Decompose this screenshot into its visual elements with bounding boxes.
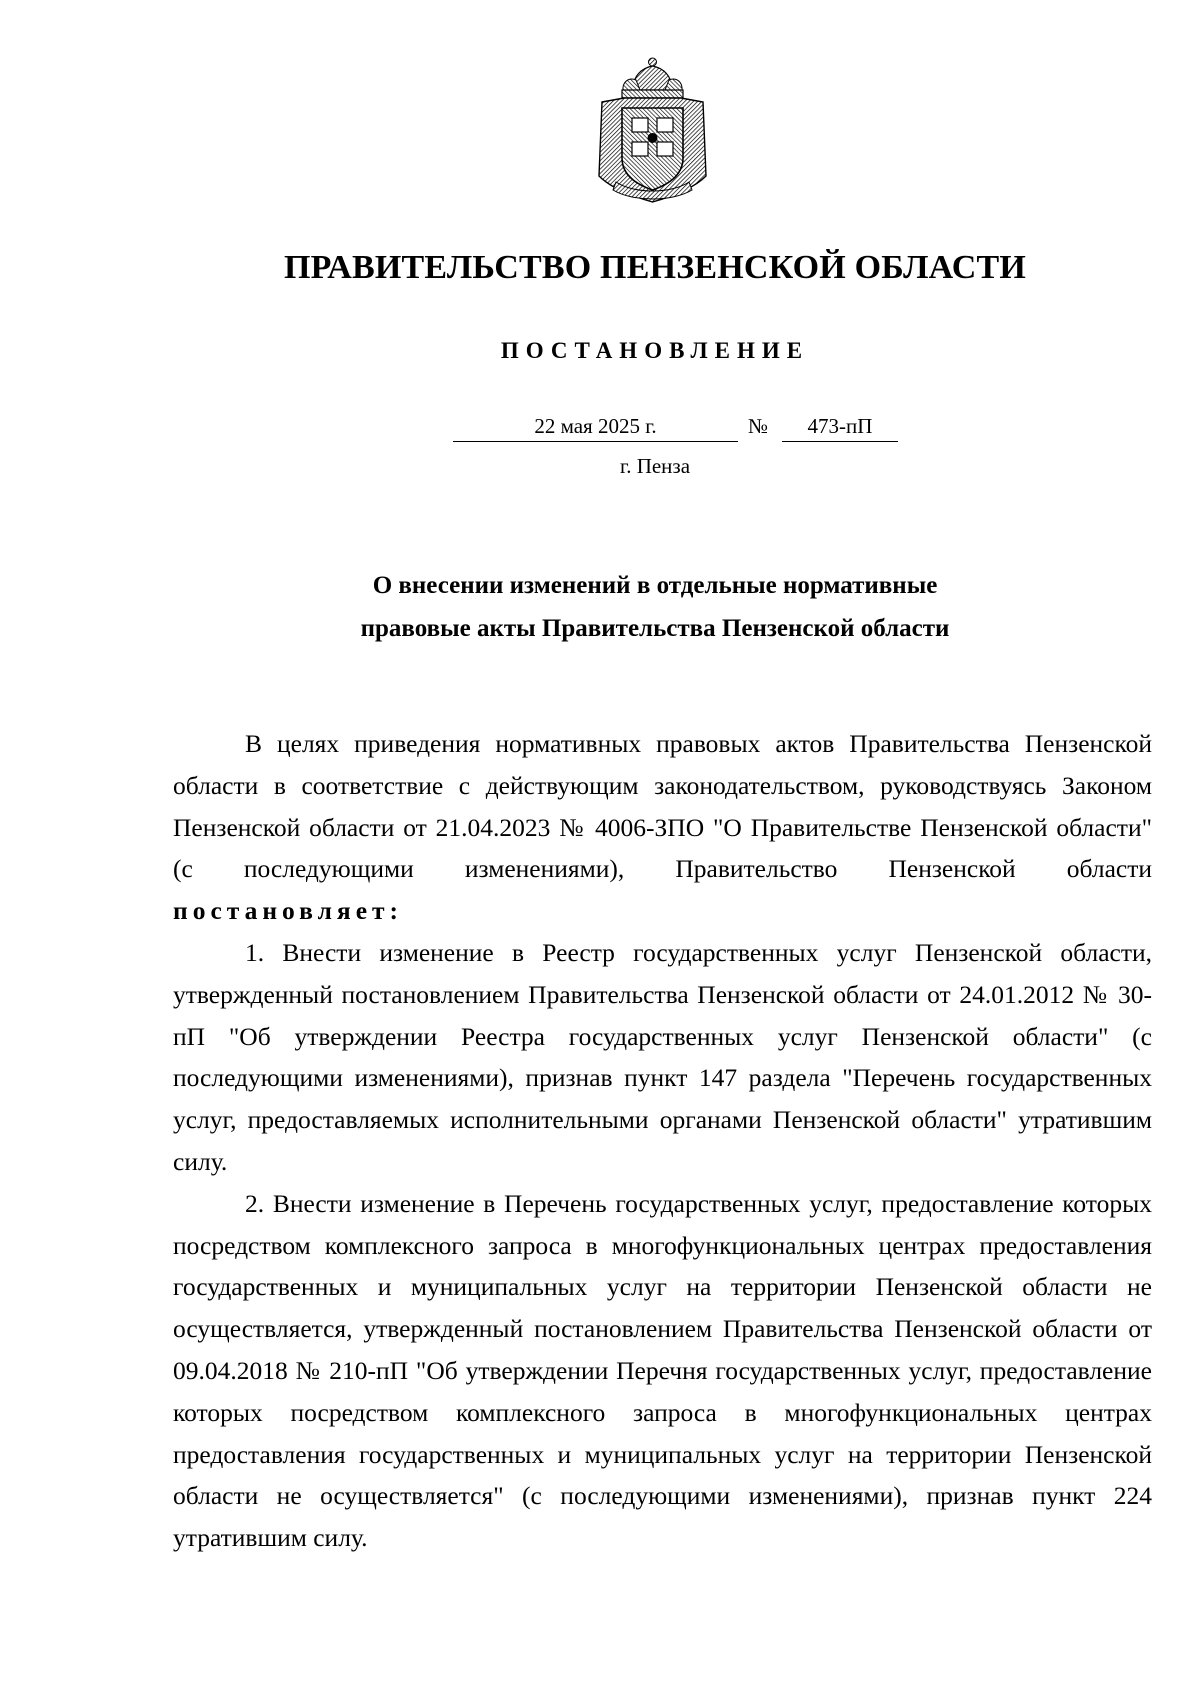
coat-of-arms-icon [594,56,711,206]
document-date: 22 мая 2025 г. [453,413,738,442]
document-number: 473-пП [782,413,898,442]
document-type: ПОСТАНОВЛЕНИЕ [500,338,810,363]
organization-title: ПРАВИТЕЛЬСТВО ПЕНЗЕНСКОЙ ОБЛАСТИ [283,249,1026,286]
document-city: г. Пенза [619,454,691,478]
document-subject [0,564,1200,650]
document-body [173,723,1152,1559]
subject-line-2: правовые акты Правительства Пензенской области [360,615,950,642]
resolves-word: постановляет: [173,896,404,926]
subject-line-1: О внесении изменений в отдельные нормативные [372,572,938,599]
item-2-paragraph: 2. Внести изменение в Перечень государственных услуг, предоставление которых посредством комплексного запроса в многофункциональных центрах предоставления государственных и муниципальных услуг на территории Пензенской области не осуществляется, утвержденный постановлением Правительства Пензенской области от 09.04.2018 № 210-пП "Об утверждении Перечня государственных услуг, предоставление которых посредством комплексного запроса в многофункциональных центрах предоставления государственных и муниципальных услуг на территории Пензенской области не осуществляется" (с последующими изменениями), признав пункт 224 утратившим силу. [173,1188,1152,1553]
preamble-text: В целях приведения нормативных правовых актов Правительства Пензенской области в соответствие с действующим законодательством, руководствуясь Законом Пензенской области от 21.04.2023 № 4006-ЗПО "О Правительстве Пензенской области" (с последующими изменениями), Правительство Пензенской области [173,729,1152,884]
preamble-paragraph [173,723,1152,932]
item-1-paragraph: 1. Внести изменение в Реестр государственных услуг Пензенской области, утвержденный постановлением Правительства Пензенской области от 24.01.2012 № 30-пП "Об утверждении Реестра государственных услуг Пензенской области" (с последующими изменениями), признав пункт 147 раздела "Перечень государственных услуг, предоставляемых исполнительными органами Пензенской области" утратившим силу. [173,937,1152,1176]
number-sign: № [748,414,769,438]
